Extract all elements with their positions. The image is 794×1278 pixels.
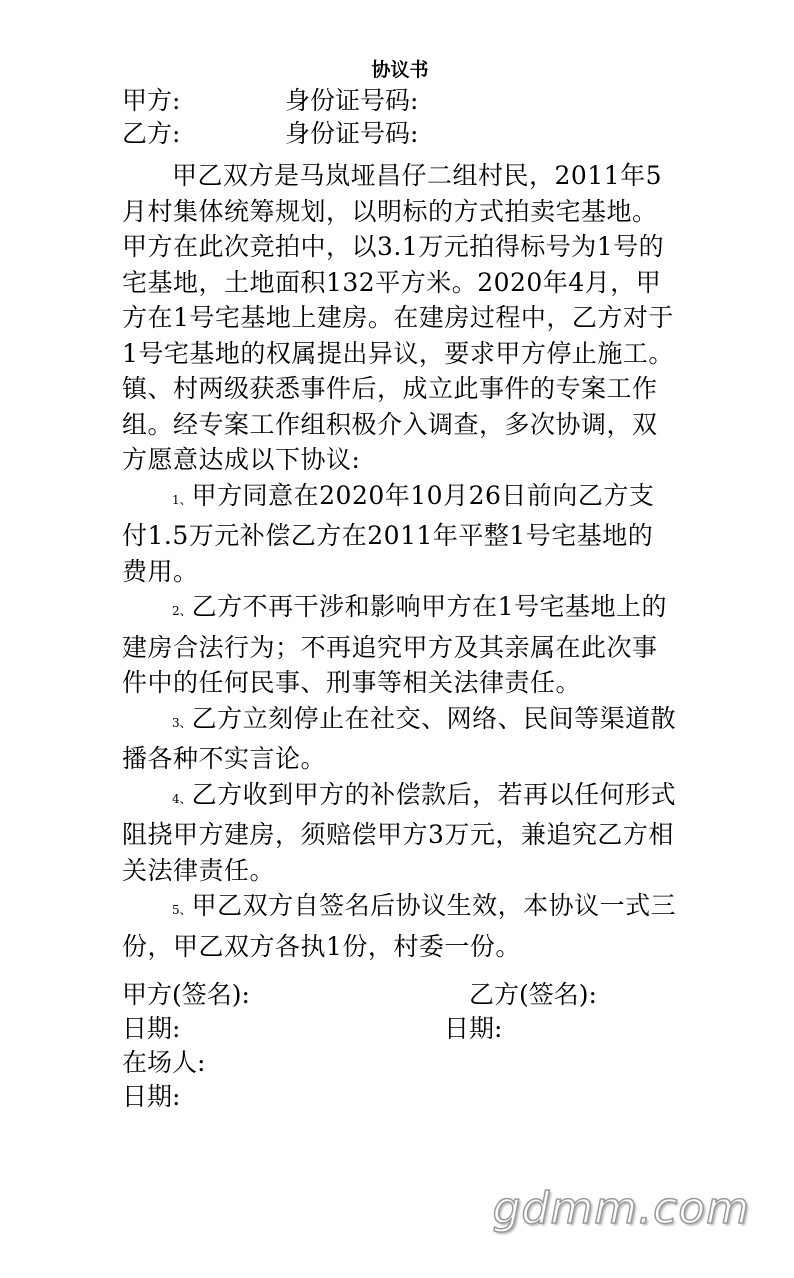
clause-number: 2、: [172, 604, 192, 618]
clause-2: [122, 589, 678, 701]
witness-date-row: [122, 1080, 678, 1114]
party-a-line: [122, 84, 678, 117]
date-row: [122, 1012, 678, 1046]
party-b-date-label: 日期:: [444, 1014, 503, 1043]
clause-text: 乙方收到甲方的补偿款后，若再以任何形式阻挠甲方建房，须赔偿甲方3万元，兼追究乙方相关法律责任。: [122, 779, 677, 885]
signature-block: [122, 978, 678, 1114]
clause-5: [122, 888, 678, 964]
party-a-signature-label: 甲方(签名):: [122, 980, 250, 1009]
party-b-signature-label: 乙方(签名):: [469, 980, 597, 1009]
witness-label: 在场人:: [122, 1048, 206, 1077]
intro-paragraph: 甲乙双方是马岚垭昌仔二组村民，2011年5月村集体统筹规划，以明标的方式拍卖宅基地。甲方在此次竞拍中，以3.1万元拍得标号为1号的宅基地，土地面积132平方米。2020年4月，甲方在1号宅基地上建房。在建房过程中，乙方对于1号宅基地的权属提出异议，要求甲方停止施工。镇、村两级获悉事件后，成立此事件的专案工作组。经专案工作组积极介入调查，多次协调，双方愿意达成以下协议:: [122, 161, 674, 474]
party-a-label: 甲方:: [122, 86, 181, 115]
party-a-date-label: 日期:: [122, 1014, 181, 1043]
clause-3: [122, 701, 678, 777]
clause-number: 3、: [172, 715, 192, 730]
party-b-label: 乙方:: [122, 119, 181, 148]
site-watermark: gdmm.com: [492, 1183, 750, 1234]
party-b-id-label: 身份证号码:: [285, 119, 419, 148]
clause-text: 乙方不再干涉和影响甲方在1号宅基地上的建房合法行为；不再追究甲方及其亲属在此次事件中的任何民事、刑事等相关法律责任。: [122, 592, 668, 697]
signature-row: [122, 978, 678, 1012]
clause-text: 甲方同意在2020年10月26日前向乙方支付1.5万元补偿乙方在2011年平整1号宅基地的费用。: [122, 480, 655, 586]
clause-text: 乙方立刻停止在社交、网络、民间等渠道散播各种不实言论。: [122, 703, 677, 773]
clause-number: 5、: [172, 903, 192, 917]
clause-number: 1、: [172, 492, 192, 507]
document-title: 协议书: [371, 59, 429, 81]
clause-1: [122, 478, 678, 590]
clause-number: 4、: [172, 791, 192, 806]
party-b-line: [122, 117, 678, 150]
clause-4: [122, 777, 678, 889]
witness-row: [122, 1046, 678, 1080]
party-a-id-label: 身份证号码:: [285, 86, 419, 115]
witness-date-label: 日期:: [122, 1082, 181, 1111]
clause-text: 甲乙双方自签名后协议生效，本协议一式三份，甲乙双方各执1份，村委一份。: [122, 891, 677, 961]
agreement-document: [122, 56, 678, 1114]
